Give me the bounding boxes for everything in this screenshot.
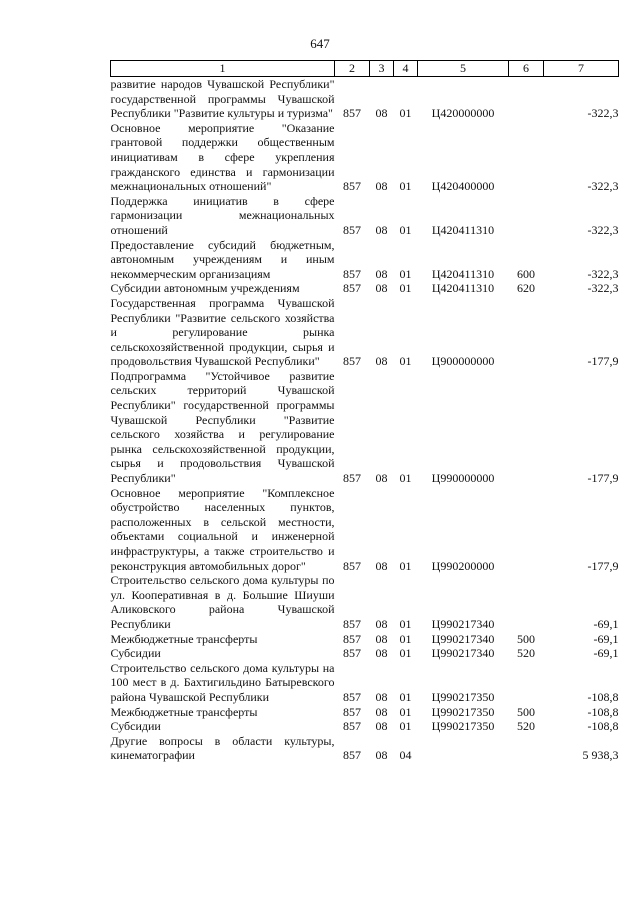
table-row bbox=[111, 661, 619, 705]
row-description: развитие народов Чувашской Республики" государственной программы Чувашской Республики "Развитие культуры и туризма" bbox=[110, 77, 335, 121]
row-description: Основное мероприятие "Оказание грантовой поддержки общественным инициативам в сфере укрепления гражданского единства и гармонизации межнациональных отношений" bbox=[110, 120, 335, 194]
row-description: Государственная программа Чувашской Республики "Развитие сельского хозяйства и регулирование рынка сельскохозяйственной продукции, сырья и продовольствия Чувашской Республики" bbox=[110, 295, 335, 369]
row-amount: -69,1 bbox=[593, 631, 619, 646]
row-amount: -322,3 bbox=[587, 222, 619, 237]
row-expense-type: 520 bbox=[517, 646, 535, 661]
row-admin-code: 857 bbox=[343, 631, 361, 646]
row-section-code: 08 bbox=[375, 266, 388, 281]
table-row bbox=[111, 296, 619, 369]
table-row bbox=[111, 238, 619, 282]
row-target-article: Ц990217350 bbox=[431, 719, 495, 734]
row-expense-type: 500 bbox=[517, 631, 535, 646]
row-target-article: Ц420000000 bbox=[431, 106, 495, 121]
row-description: Субсидии автономным учреждениям bbox=[110, 281, 300, 296]
column-header-6: 6 bbox=[509, 61, 544, 77]
row-amount: -69,1 bbox=[593, 646, 619, 661]
row-expense-type: 520 bbox=[517, 719, 535, 734]
table-row bbox=[111, 121, 619, 194]
row-admin-code: 857 bbox=[343, 179, 361, 194]
row-admin-code: 857 bbox=[343, 704, 361, 719]
row-admin-code: 857 bbox=[343, 748, 361, 763]
row-subsection-code: 04 bbox=[399, 748, 412, 763]
column-header-2: 2 bbox=[335, 61, 370, 77]
row-section-code: 08 bbox=[375, 704, 388, 719]
table-row bbox=[111, 77, 619, 121]
row-subsection-code: 01 bbox=[399, 281, 412, 296]
row-admin-code: 857 bbox=[343, 222, 361, 237]
table-row bbox=[111, 646, 619, 661]
row-target-article: Ц990200000 bbox=[431, 558, 495, 573]
row-section-code: 08 bbox=[375, 748, 388, 763]
row-admin-code: 857 bbox=[343, 616, 361, 631]
page-number: 647 bbox=[310, 36, 330, 51]
row-expense-type: 600 bbox=[517, 266, 535, 281]
row-description: Предоставление субсидий бюджетным, автономным учреждениям и иным некоммерческим организациям bbox=[110, 237, 335, 281]
row-expense-type: 500 bbox=[517, 704, 535, 719]
row-description: Строительство сельского дома культуры на 100 мест в д. Бахтигильдино Батыревского района Чувашской Республики bbox=[110, 660, 335, 704]
column-header-4: 4 bbox=[394, 61, 418, 77]
row-target-article: Ц990000000 bbox=[431, 471, 495, 486]
row-description: Субсидии bbox=[110, 719, 161, 734]
row-amount: -177,9 bbox=[587, 558, 619, 573]
row-amount: 5 938,3 bbox=[582, 748, 619, 763]
row-amount: -108,8 bbox=[587, 689, 619, 704]
row-admin-code: 857 bbox=[343, 471, 361, 486]
row-target-article: Ц990217350 bbox=[431, 689, 495, 704]
row-subsection-code: 01 bbox=[399, 646, 412, 661]
table-header bbox=[111, 61, 619, 77]
table-row bbox=[111, 194, 619, 238]
budget-table bbox=[110, 60, 619, 763]
row-target-article: Ц990217340 bbox=[431, 631, 495, 646]
row-admin-code: 857 bbox=[343, 281, 361, 296]
table-row bbox=[111, 632, 619, 647]
row-description: Подпрограмма "Устойчивое развитие сельских территорий Чувашской Республики" государственной программы Чувашской Республики "Развитие сельского хозяйства и регулирование рынка сельскохозяйственной продукции, сырья и продовольствия Чувашской Республики" bbox=[110, 368, 335, 486]
row-amount: -322,3 bbox=[587, 106, 619, 121]
row-expense-type bbox=[509, 734, 544, 763]
row-section-code: 08 bbox=[375, 106, 388, 121]
row-subsection-code: 01 bbox=[399, 558, 412, 573]
row-amount: -322,3 bbox=[587, 281, 619, 296]
row-expense-type bbox=[509, 121, 544, 194]
table-row bbox=[111, 486, 619, 574]
table-row bbox=[111, 734, 619, 763]
table-row bbox=[111, 281, 619, 296]
row-target-article: Ц990217350 bbox=[431, 704, 495, 719]
row-expense-type: 620 bbox=[517, 281, 535, 296]
table-body bbox=[111, 77, 619, 763]
row-admin-code: 857 bbox=[343, 106, 361, 121]
row-section-code: 08 bbox=[375, 222, 388, 237]
row-expense-type bbox=[509, 486, 544, 574]
row-amount: -177,9 bbox=[587, 354, 619, 369]
row-subsection-code: 01 bbox=[399, 689, 412, 704]
row-subsection-code: 01 bbox=[399, 266, 412, 281]
row-subsection-code: 01 bbox=[399, 631, 412, 646]
row-admin-code: 857 bbox=[343, 689, 361, 704]
column-header-3: 3 bbox=[370, 61, 394, 77]
row-description: Поддержка инициатив в сфере гармонизации межнациональных отношений bbox=[110, 193, 335, 237]
row-description: Межбюджетные трансферты bbox=[110, 631, 258, 646]
row-section-code: 08 bbox=[375, 646, 388, 661]
row-target-article: Ц990217340 bbox=[431, 646, 495, 661]
row-admin-code: 857 bbox=[343, 558, 361, 573]
row-section-code: 08 bbox=[375, 719, 388, 734]
column-header-1: 1 bbox=[111, 61, 335, 77]
row-target-article: Ц420411310 bbox=[431, 222, 495, 237]
row-target-article: Ц900000000 bbox=[431, 354, 495, 369]
row-subsection-code: 01 bbox=[399, 471, 412, 486]
table-row bbox=[111, 573, 619, 631]
row-description: Другие вопросы в области культуры, кинематографии bbox=[110, 733, 335, 763]
row-section-code: 08 bbox=[375, 179, 388, 194]
row-expense-type bbox=[509, 77, 544, 121]
row-admin-code: 857 bbox=[343, 646, 361, 661]
row-section-code: 08 bbox=[375, 631, 388, 646]
row-expense-type bbox=[509, 296, 544, 369]
row-target-article: Ц990217340 bbox=[431, 616, 495, 631]
row-admin-code: 857 bbox=[343, 719, 361, 734]
row-subsection-code: 01 bbox=[399, 616, 412, 631]
row-description: Межбюджетные трансферты bbox=[110, 704, 258, 719]
table-row bbox=[111, 369, 619, 486]
row-subsection-code: 01 bbox=[399, 704, 412, 719]
row-admin-code: 857 bbox=[343, 354, 361, 369]
row-section-code: 08 bbox=[375, 689, 388, 704]
row-amount: -322,3 bbox=[587, 266, 619, 281]
row-subsection-code: 01 bbox=[399, 179, 412, 194]
row-amount: -177,9 bbox=[587, 471, 619, 486]
row-section-code: 08 bbox=[375, 281, 388, 296]
table-row bbox=[111, 719, 619, 734]
table-row bbox=[111, 705, 619, 720]
row-target-article: Ц420411310 bbox=[431, 266, 495, 281]
row-target-article bbox=[418, 734, 509, 763]
row-expense-type bbox=[509, 573, 544, 631]
row-target-article: Ц420411310 bbox=[431, 281, 495, 296]
row-section-code: 08 bbox=[375, 354, 388, 369]
row-subsection-code: 01 bbox=[399, 222, 412, 237]
header-row bbox=[111, 61, 619, 77]
row-section-code: 08 bbox=[375, 471, 388, 486]
row-admin-code: 857 bbox=[343, 266, 361, 281]
row-expense-type bbox=[509, 661, 544, 705]
row-target-article: Ц420400000 bbox=[431, 179, 495, 194]
row-subsection-code: 01 bbox=[399, 106, 412, 121]
row-amount: -69,1 bbox=[593, 616, 619, 631]
column-header-5: 5 bbox=[418, 61, 509, 77]
row-section-code: 08 bbox=[375, 558, 388, 573]
row-expense-type bbox=[509, 194, 544, 238]
row-section-code: 08 bbox=[375, 616, 388, 631]
column-header-7: 7 bbox=[544, 61, 619, 77]
row-amount: -108,8 bbox=[587, 704, 619, 719]
row-subsection-code: 01 bbox=[399, 719, 412, 734]
row-subsection-code: 01 bbox=[399, 354, 412, 369]
row-description: Основное мероприятие "Комплексное обустройство населенных пунктов, расположенных в сельской местности, объектами социальной и инженерной инфраструктуры, а также строительство и реконструкция автомобильных дорог" bbox=[110, 485, 335, 573]
row-expense-type bbox=[509, 369, 544, 486]
row-amount: -322,3 bbox=[587, 179, 619, 194]
row-description: Субсидии bbox=[110, 646, 161, 661]
row-amount: -108,8 bbox=[587, 719, 619, 734]
row-description: Строительство сельского дома культуры по ул. Кооперативная в д. Большие Шиуши Аликовского района Чувашской Республики bbox=[110, 573, 335, 631]
